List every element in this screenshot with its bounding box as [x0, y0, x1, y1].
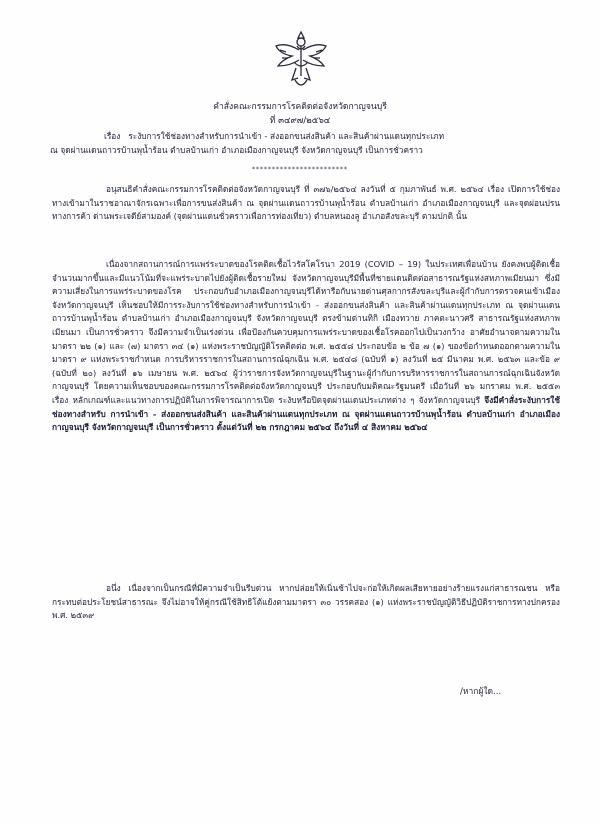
- order-title: คำสั่งคณะกรรมการโรคติดต่อจังหวัดกาญจนบุรี: [213, 102, 387, 112]
- subject-line-1: ระงับการใช้ช่องทางสำหรับการนำเข้า - ส่งออกขนส่งสินค้า และสินค้าผ่านแดนทุกประเภท: [128, 131, 445, 141]
- subject-label: เรื่อง: [104, 131, 121, 141]
- paragraph-urgency: [52, 582, 560, 623]
- paragraph-reference: [52, 183, 560, 224]
- paragraph-reasons: [52, 258, 560, 435]
- subject-line-2: ณ จุดผ่านแดนถาวรบ้านพุน้ำร้อน ตำบลบ้านเก่า อำเภอเมืองกาญจนบุรี จังหวัดกาญจนบุรี เป็นการชั่วคราว: [50, 144, 423, 155]
- order-subject: [50, 130, 570, 157]
- paragraph-2-text: เนื่องจากสถานการณ์การแพร่ระบาดของโรคติดเชื้อไวรัสโคโรนา 2019 (COVID – 19) ในประเทศเพื่อนบ้าน ยังคงพบผู้ติดเชื้อจำนวนมากขึ้นและมีแนวโน้มที่จะแพร่ระบาดไปยังผู้ติดเชื้อรายใหม่ จังหวัดกาญจนบุรีมีพื้นที่ชายแดนติดต่อสาธารณรัฐแห่งสหภาพเมียนมา ซึ่งมีความเสี่ยงในการแพร่ระบาดของโรค ประกอบกับอำเภอเมืองกาญจนบุรีได้หารือกับนายด่านศุลกากรสังขละบุรีและผู้กำกับการตรวจคนเข้าเมืองจังหวัดกาญจนบุรี เห็นชอบให้มีการระงับการใช้ช่องทางสำหรับการนำเข้า - ส่งออกขนส่งสินค้า และสินค้าผ่านแดนทุกประเภท ณ จุดผ่านแดนถาวรบ้านพุน้ำร้อน ตำบลบ้านเก่า อำเภอเมืองกาญจนบุรี จังหวัดกาญจนบุรี ตรงข้ามด่านทิกิ เมืองทวาย ภาคตะนาวศรี สาธารณรัฐแห่งสหภาพเมียนมา เป็นการชั่วคราว จึงมีความจำเป็นเร่งด่วน เพื่อป้องกันควบคุมการแพร่ระบาดของเชื้อโรคออกไปเป็นวงกว้าง อาศัยอำนาจตามความในมาตรา ๒๒ (๑) และ (๗) มาตรา ๓๔ (๑) แห่งพระราชบัญญัติโรคติดต่อ พ.ศ. ๒๕๕๘ ประกอบข้อ ๒ ข้อ ๗ (๑) ของข้อกำหนดออกตามความในมาตรา ๙ แห่งพระราชกำหนด การบริหารราชการในสถานการณ์ฉุกเฉิน พ.ศ. ๒๕๔๘ (ฉบับที่ ๑) ลงวันที่ ๒๕ มีนาคม พ.ศ. ๒๕๖๓ และข้อ ๙ (ฉบับที่ ๒๐) ลงวันที่ ๑๖ เมษายน พ.ศ. ๒๕๖๔ ผู้ว่าราชการจังหวัดกาญจนบุรีในฐานะผู้กำกับการบริหารราชการในสถานการณ์ฉุกเฉินจังหวัดกาญจนบุรี โดยความเห็นชอบของคณะกรรมการโรคติดต่อจังหวัดกาญจนบุรี ประกอบกับมติคณะรัฐมนตรี เมื่อวันที่ ๒๖ มกราคม พ.ศ. ๒๕๕๓ เรื่อง หลักเกณฑ์และแนวทางการปฏิบัติในการพิจารณาการเปิด ระงับหรือปิดจุดผ่านแดนประเภทต่าง ๆ จังหวัดกาญจนบุรี: [52, 259, 560, 405]
- order-header: [0, 100, 600, 128]
- order-number: ที่ ๓๔๙๗/๒๕๖๔: [269, 116, 331, 126]
- divider: ************************: [252, 166, 348, 173]
- paragraph-3-text: อนึ่ง เนื่องจากเป็นกรณีที่มีความจำเป็นรีบด่วน หากปล่อยให้เนิ่นช้าไปจะก่อให้เกิดผลเสียหายอย่างร้ายแรงแก่สาธารณชน หรือกระทบต่อประโยชน์สาธารณะ จึงไม่อาจให้คู่กรณีใช้สิทธิโต้แย้งตามมาตรา ๓๐ วรรคสอง (๑) แห่งพระราชบัญญัติวิธีปฏิบัติราชการทางปกครอง พ.ศ. ๒๕๓๙: [52, 583, 560, 621]
- paragraph-1-text: อนุสนธิคำสั่งคณะกรรมการโรคติดต่อจังหวัดกาญจนบุรี ที่ ๓๗๖/๒๕๖๔ ลงวันที่ ๕ กุมภาพันธ์ พ.ศ. ๒๕๖๔ เรื่อง เปิดการใช้ช่องทางเข้ามาในราชอาณาจักรเฉพาะเพื่อการขนส่งสินค้า ณ จุดผ่านแดนถาวรบ้านพุน้ำร้อน ตำบลบ้านเก่า อำเภอเมืองกาญจนบุรี และจุดผ่อนปรนทางการค้า ด่านพระเจดีย์สามองค์ (จุดผ่านแดนชั่วคราวเพื่อการท่องเที่ยว) ตำบลหนองลู อำเภอสังขละบุรี ตามปกติ นั้น: [52, 184, 560, 222]
- garuda-emblem-icon: [272, 28, 330, 92]
- paragraph-2-order: จึงมีคำสั่งระงับการใช้ช่องทางสำหรับ การนำเข้า - ส่งออกขนส่งสินค้า และสินค้าผ่านแดนทุกประเภท ณ จุดผ่านแดนถาวรบ้านพุน้ำร้อน ตำบลบ้านเก่า อำเภอเมืองกาญจนบุรี จังหวัดกาญจนบุรี เป็นการชั่วคราว ตั้งแต่วันที่ ๒๒ กรกฎาคม ๒๕๖๔ ถึงวันที่ ๔ สิงหาคม ๒๕๖๔: [52, 394, 560, 433]
- continuation-note: /หากผู้ใด...: [460, 687, 502, 697]
